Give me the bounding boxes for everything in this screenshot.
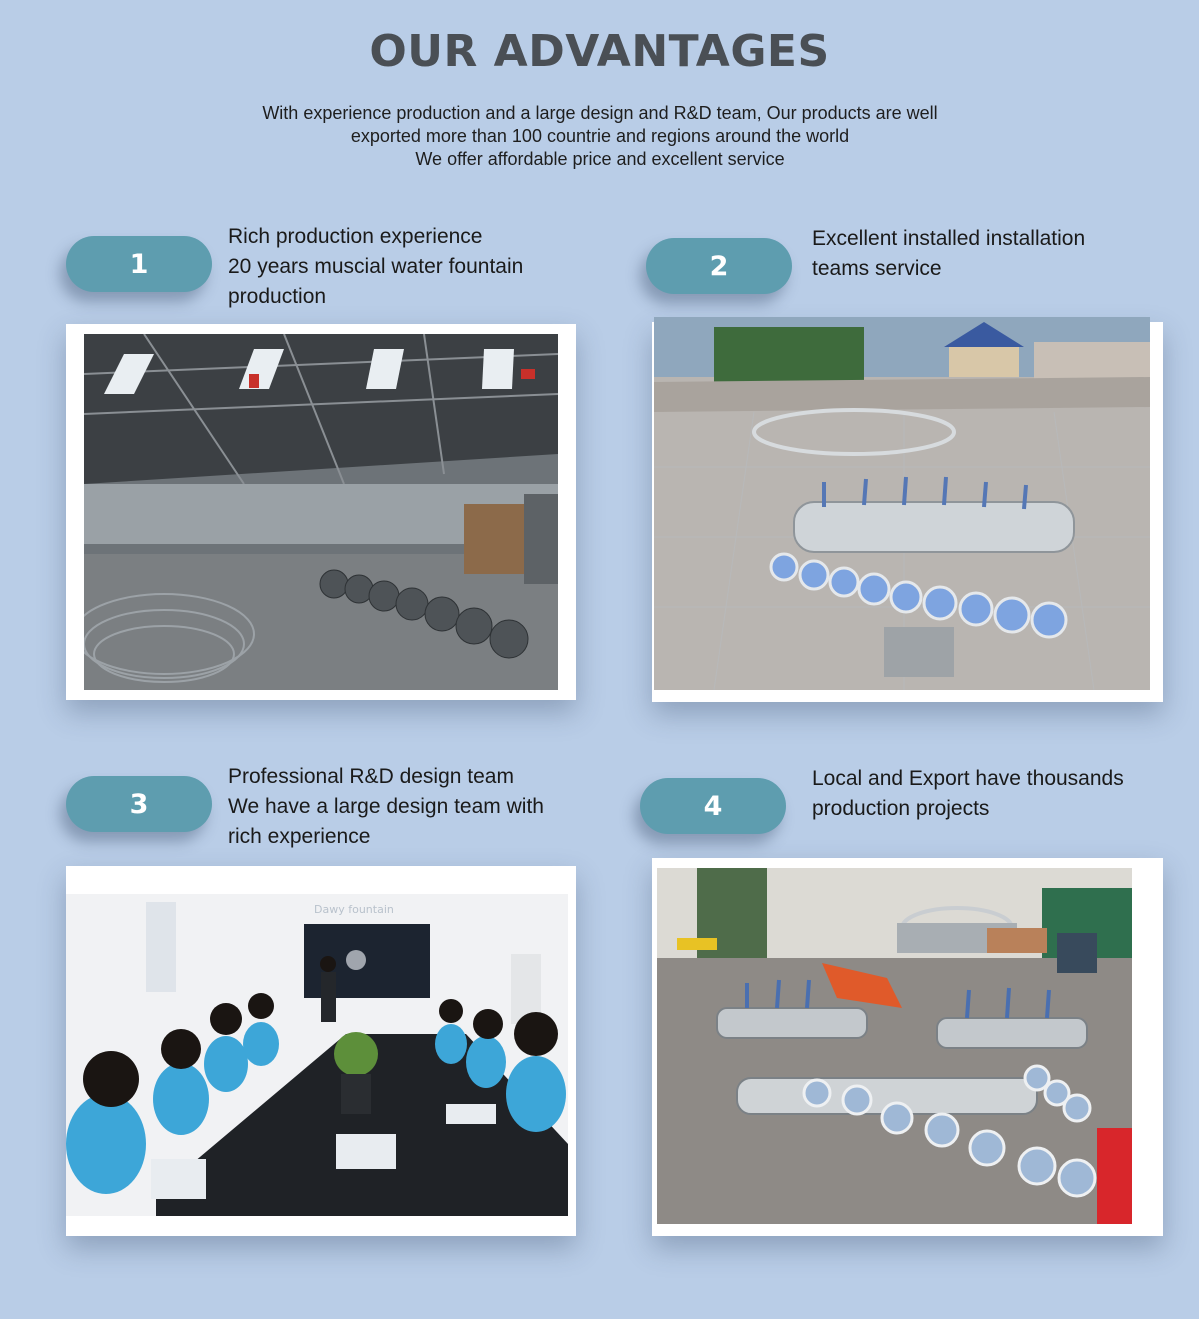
advantage-text-2 (812, 224, 1085, 284)
advantage-text-3 (228, 762, 544, 852)
advantage-number-badge-1: 1 (66, 236, 212, 292)
advantage-number-badge-2: 2 (646, 238, 792, 294)
advantage-line: rich experience (228, 825, 371, 848)
advantage-line: We have a large design team with (228, 795, 544, 818)
advantage-number-badge-3: 3 (66, 776, 212, 832)
advantage-text-4 (812, 764, 1124, 824)
screen-logo-text: Dawy fountain (314, 903, 394, 916)
page-title: OUR ADVANTAGES (369, 26, 830, 77)
advantage-line: Professional R&D design team (228, 765, 514, 788)
fountain-equipment-production-photo (657, 868, 1132, 1224)
advantage-line: teams service (812, 257, 942, 280)
design-team-meeting-photo (66, 894, 568, 1216)
advantage-line: production (228, 285, 327, 308)
advantage-number-badge-4: 4 (640, 778, 786, 834)
advantage-line: production projects (812, 797, 990, 820)
advantage-text-1 (228, 222, 523, 312)
fountain-installation-site-photo (654, 317, 1150, 690)
advantage-line: Excellent installed installation (812, 227, 1086, 250)
intro-line: With experience production and a large design and R&D team, Our products are well (262, 103, 938, 123)
advantage-line: Local and Export have thousands (812, 767, 1124, 790)
advantage-line: Rich production experience (228, 225, 483, 248)
intro-text (200, 102, 1000, 171)
intro-line: exported more than 100 countrie and regions around the world (350, 126, 850, 146)
intro-line: We offer affordable price and excellent service (415, 149, 785, 169)
factory-workshop-photo (84, 334, 558, 690)
advantage-line: 20 years muscial water fountain (228, 255, 524, 278)
